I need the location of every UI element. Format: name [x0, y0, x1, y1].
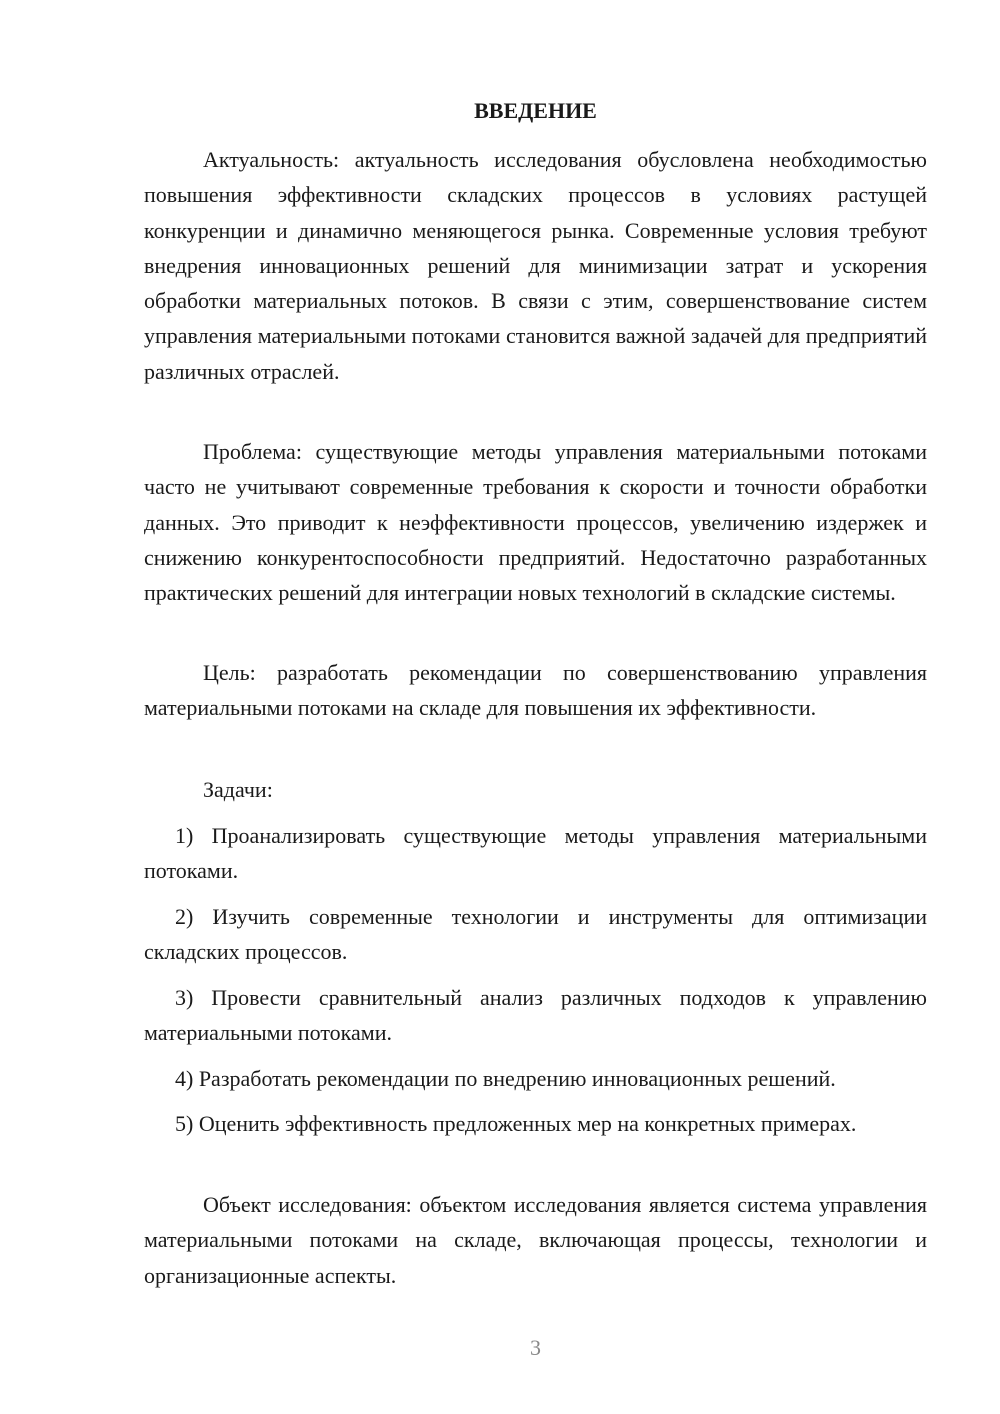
page-number: 3 [530, 1335, 541, 1360]
task-item-2: 2) Изучить современные технологии и инструменты для оптимизации складских процессов. [144, 904, 927, 965]
paragraph-goal: Цель: разработать рекомендации по совершенствованию управления материальными потоками на складе для повышения их эффективности. [144, 660, 927, 721]
paragraph-tasks-heading: Задачи: [203, 777, 273, 802]
task-item-3: 3) Провести сравнительный анализ различных подходов к управлению материальными потоками. [144, 985, 927, 1046]
paragraph-relevance: Актуальность: актуальность исследования обусловлена необходимостью повышения эффективности складских процессов в условиях растущей конкуренции и динамично меняющегося рынка. Современные условия требуют внедрения инновационных решений для минимизации затрат и ускорения обработки материальных потоков. В связи с этим, совершенствование систем управления материальными потоками становится важной задачей для предприятий различных отраслей. [144, 147, 927, 384]
page-title: ВВЕДЕНИЕ [474, 98, 597, 123]
paragraph-research-object: Объект исследования: объектом исследования является система управления материальными потоками на складе, включающая процессы, технологии и организационные аспекты. [144, 1192, 927, 1288]
paragraph-problem: Проблема: существующие методы управления материальными потоками часто не учитывают современные требования к скорости и точности обработки данных. Это приводит к неэффективности процессов, увеличению издержек и снижению конкурентоспособности предприятий. Недостаточно разработанных практических решений для интеграции новых технологий в складские системы. [144, 439, 927, 606]
task-item-1: 1) Проанализировать существующие методы управления материальными потоками. [144, 823, 927, 884]
task-item-5: 5) Оценить эффективность предложенных мер на конкретных примерах. [175, 1111, 857, 1136]
task-item-4: 4) Разработать рекомендации по внедрению инновационных решений. [175, 1066, 836, 1091]
document-page [144, 0, 927, 1414]
